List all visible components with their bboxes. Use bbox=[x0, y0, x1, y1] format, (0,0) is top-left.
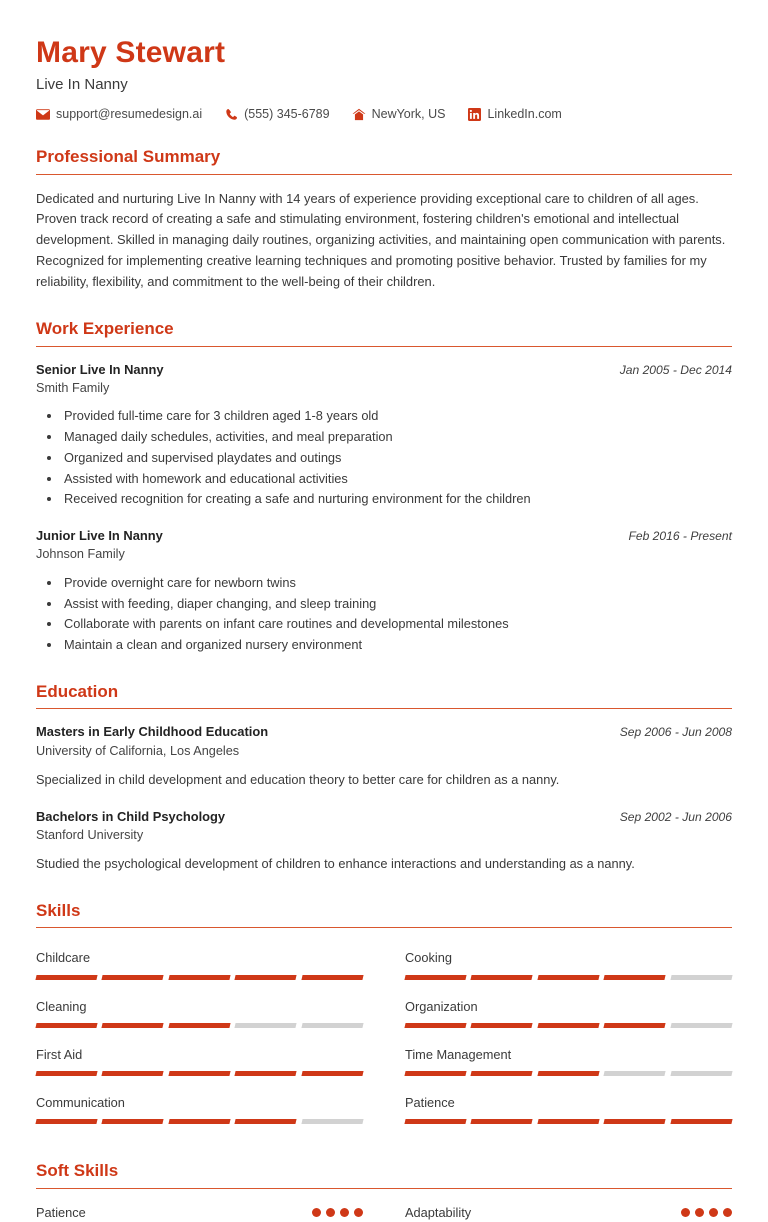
soft-skill-name: Adaptability bbox=[405, 1204, 472, 1220]
work-entry-dates: Jan 2005 - Dec 2014 bbox=[619, 362, 732, 377]
skill-name: Patience bbox=[405, 1095, 455, 1110]
skill-level-segment bbox=[235, 1023, 298, 1028]
education-dates: Sep 2002 - Jun 2006 bbox=[619, 809, 732, 824]
skill-level-segment bbox=[471, 1119, 534, 1124]
section-professional-summary bbox=[36, 147, 732, 293]
linkedin-icon bbox=[467, 107, 481, 121]
soft-skill-rating bbox=[681, 1208, 732, 1217]
skill-level-segment bbox=[471, 975, 534, 980]
skill-level-bar bbox=[36, 1023, 363, 1028]
skill-level-segment bbox=[301, 1119, 364, 1124]
work-entry-bullets bbox=[36, 406, 732, 510]
skill-level-segment bbox=[670, 1119, 733, 1124]
skill-level-segment bbox=[301, 975, 364, 980]
skill-level-segment bbox=[102, 1023, 165, 1028]
home-icon bbox=[352, 107, 366, 121]
education-school: Stanford University bbox=[36, 828, 144, 843]
skill-name: Childcare bbox=[36, 950, 91, 966]
list-item: • Managed daily schedules, activities, and meal preparation bbox=[62, 427, 732, 448]
skill-level-segment bbox=[102, 1119, 165, 1124]
skill-level-segment bbox=[537, 1023, 600, 1028]
rating-dot bbox=[354, 1208, 363, 1217]
skill-item bbox=[36, 1087, 363, 1135]
education-entry-head bbox=[36, 723, 732, 740]
skills-grid bbox=[36, 942, 732, 1135]
skill-level-segment bbox=[301, 1071, 364, 1076]
skill-name: First Aid bbox=[36, 1046, 83, 1062]
skill-level-segment bbox=[102, 1071, 165, 1076]
skill-level-bar bbox=[405, 1023, 732, 1028]
skill-level-segment bbox=[35, 1023, 98, 1028]
section-work-experience bbox=[36, 319, 732, 656]
skill-level-bar bbox=[36, 1119, 363, 1124]
section-education bbox=[36, 682, 732, 875]
skill-name: Organization bbox=[405, 998, 478, 1014]
skill-level-segment bbox=[235, 1119, 298, 1124]
rating-dot bbox=[340, 1208, 349, 1217]
skill-item bbox=[36, 991, 363, 1039]
skill-level-segment bbox=[537, 1071, 600, 1076]
rating-dot bbox=[326, 1208, 335, 1217]
education-entry bbox=[36, 808, 732, 875]
skill-level-segment bbox=[604, 1023, 667, 1028]
education-degree: Bachelors in Child Psychology bbox=[36, 808, 226, 824]
contact-row bbox=[36, 107, 732, 121]
skill-level-bar bbox=[405, 1071, 732, 1076]
education-entry-head bbox=[36, 808, 732, 825]
skill-level-bar bbox=[36, 1071, 363, 1076]
work-entry-role: Senior Live In Nanny bbox=[36, 361, 164, 377]
education-degree: Masters in Early Childhood Education bbox=[36, 724, 269, 740]
skill-item bbox=[405, 1039, 732, 1087]
work-entry-head bbox=[36, 361, 732, 378]
rating-dot bbox=[312, 1208, 321, 1217]
work-entry-employer: Smith Family bbox=[36, 381, 110, 396]
rating-dot bbox=[709, 1208, 718, 1217]
skill-level-segment bbox=[168, 1023, 231, 1028]
work-entry-role: Junior Live In Nanny bbox=[36, 528, 163, 544]
contact-phone-label: (555) 345-6789 bbox=[244, 106, 330, 121]
skill-name: Cleaning bbox=[36, 998, 87, 1014]
work-entry bbox=[36, 527, 732, 656]
skill-level-bar bbox=[405, 1119, 732, 1124]
list-item: • Maintain a clean and organized nursery environment bbox=[62, 635, 732, 656]
skill-level-segment bbox=[404, 1119, 467, 1124]
soft-skill-item bbox=[405, 1203, 732, 1222]
skill-level-segment bbox=[235, 975, 298, 980]
skill-item bbox=[405, 942, 732, 990]
skill-level-bar bbox=[36, 975, 363, 980]
skill-level-segment bbox=[471, 1023, 534, 1028]
skill-level-segment bbox=[604, 1119, 667, 1124]
rating-dot bbox=[681, 1208, 690, 1217]
skill-item bbox=[36, 1039, 363, 1087]
summary-text: Dedicated and nurturing Live In Nanny with 14 years of experience providing exceptional care to children of all ages. Proven track record of creating a safe and stimulating environment, fostering children's emotional and intellectual development. Skilled in managing daily routines, organizing activities, and maintaining open communication with parents. Recognized for implementing creative learning techniques and promoting positive behavior. Trusted by families for my reliability, flexibility, and commitment to the well-being of their children. bbox=[36, 190, 726, 290]
skill-level-segment bbox=[670, 1023, 733, 1028]
list-item: • Provide overnight care for newborn twins bbox=[62, 573, 732, 594]
skill-level-segment bbox=[537, 1119, 600, 1124]
skill-level-segment bbox=[168, 1071, 231, 1076]
skill-item bbox=[36, 942, 363, 990]
skill-level-segment bbox=[35, 1071, 98, 1076]
skill-level-segment bbox=[604, 975, 667, 980]
skill-level-segment bbox=[235, 1071, 298, 1076]
list-item: • Assist with feeding, diaper changing, and sleep training bbox=[62, 594, 732, 615]
skill-level-segment bbox=[404, 1023, 467, 1028]
work-entry-employer: Johnson Family bbox=[36, 547, 125, 562]
skill-name: Cooking bbox=[405, 950, 452, 966]
skill-level-segment bbox=[537, 975, 600, 980]
contact-location[interactable] bbox=[352, 107, 446, 121]
skill-level-segment bbox=[670, 975, 733, 980]
soft-skill-item bbox=[36, 1203, 363, 1222]
skill-level-segment bbox=[471, 1071, 534, 1076]
skill-level-segment bbox=[168, 975, 231, 980]
education-school: University of California, Los Angeles bbox=[36, 743, 240, 758]
section-divider bbox=[36, 1188, 732, 1189]
education-entry bbox=[36, 723, 732, 790]
section-title-work-experience: Work Experience bbox=[36, 319, 174, 339]
list-item: • Received recognition for creating a safe and nurturing environment for the children bbox=[62, 489, 732, 510]
soft-skill-name: Patience bbox=[36, 1204, 86, 1220]
skill-name: Communication bbox=[36, 1095, 125, 1110]
work-entry-bullets bbox=[36, 573, 732, 656]
rating-dot bbox=[695, 1208, 704, 1217]
contact-email-label: support@resumedesign.ai bbox=[56, 106, 203, 121]
contact-location-label: NewYork, US bbox=[371, 106, 446, 121]
soft-skills-grid bbox=[36, 1203, 732, 1222]
section-divider bbox=[36, 346, 732, 347]
work-entry bbox=[36, 361, 732, 510]
contact-email[interactable] bbox=[36, 107, 202, 121]
skill-level-bar bbox=[405, 975, 732, 980]
skill-level-segment bbox=[168, 1119, 231, 1124]
section-title-summary: Professional Summary bbox=[36, 147, 221, 166]
section-divider bbox=[36, 927, 732, 928]
list-item: • Collaborate with parents on infant care routines and developmental milestones bbox=[62, 614, 732, 635]
skill-item bbox=[405, 991, 732, 1039]
section-soft-skills bbox=[36, 1161, 732, 1222]
education-dates: Sep 2006 - Jun 2008 bbox=[619, 725, 732, 740]
skill-item bbox=[405, 1087, 732, 1135]
skill-level-segment bbox=[404, 975, 467, 980]
envelope-icon bbox=[36, 107, 50, 121]
skill-name: Time Management bbox=[405, 1046, 512, 1062]
resume-header bbox=[36, 36, 732, 121]
skill-level-segment bbox=[102, 975, 165, 980]
list-item: • Assisted with homework and educational activities bbox=[62, 469, 732, 490]
skill-level-segment bbox=[670, 1071, 733, 1076]
candidate-name: Mary Stewart bbox=[36, 36, 226, 69]
list-item: • Provided full-time care for 3 children aged 1-8 years old bbox=[62, 406, 732, 427]
education-description: Studied the psychological development of children to enhance interactions and understanding as a nanny. bbox=[36, 856, 635, 872]
skill-level-segment bbox=[604, 1071, 667, 1076]
work-entry-head bbox=[36, 527, 732, 544]
phone-icon bbox=[224, 107, 238, 121]
rating-dot bbox=[723, 1208, 732, 1217]
candidate-job-title: Live In Nanny bbox=[36, 76, 128, 93]
section-title-soft-skills: Soft Skills bbox=[36, 1161, 119, 1181]
contact-linkedin-label: LinkedIn.com bbox=[487, 106, 562, 121]
section-title-education: Education bbox=[36, 681, 119, 701]
list-item: • Organized and supervised playdates and outings bbox=[62, 448, 732, 469]
section-skills bbox=[36, 901, 732, 1135]
contact-phone[interactable] bbox=[224, 107, 329, 121]
soft-skill-rating bbox=[312, 1208, 363, 1217]
skill-level-segment bbox=[404, 1071, 467, 1076]
section-divider bbox=[36, 174, 732, 175]
skill-level-segment bbox=[35, 975, 98, 980]
work-entry-dates: Feb 2016 - Present bbox=[628, 529, 732, 544]
section-divider bbox=[36, 708, 732, 709]
contact-linkedin[interactable] bbox=[467, 107, 561, 121]
skill-level-segment bbox=[301, 1023, 364, 1028]
section-title-skills: Skills bbox=[36, 900, 81, 920]
skill-level-segment bbox=[35, 1119, 98, 1124]
education-description: Specialized in child development and education theory to better care for children as a nanny. bbox=[36, 772, 560, 788]
